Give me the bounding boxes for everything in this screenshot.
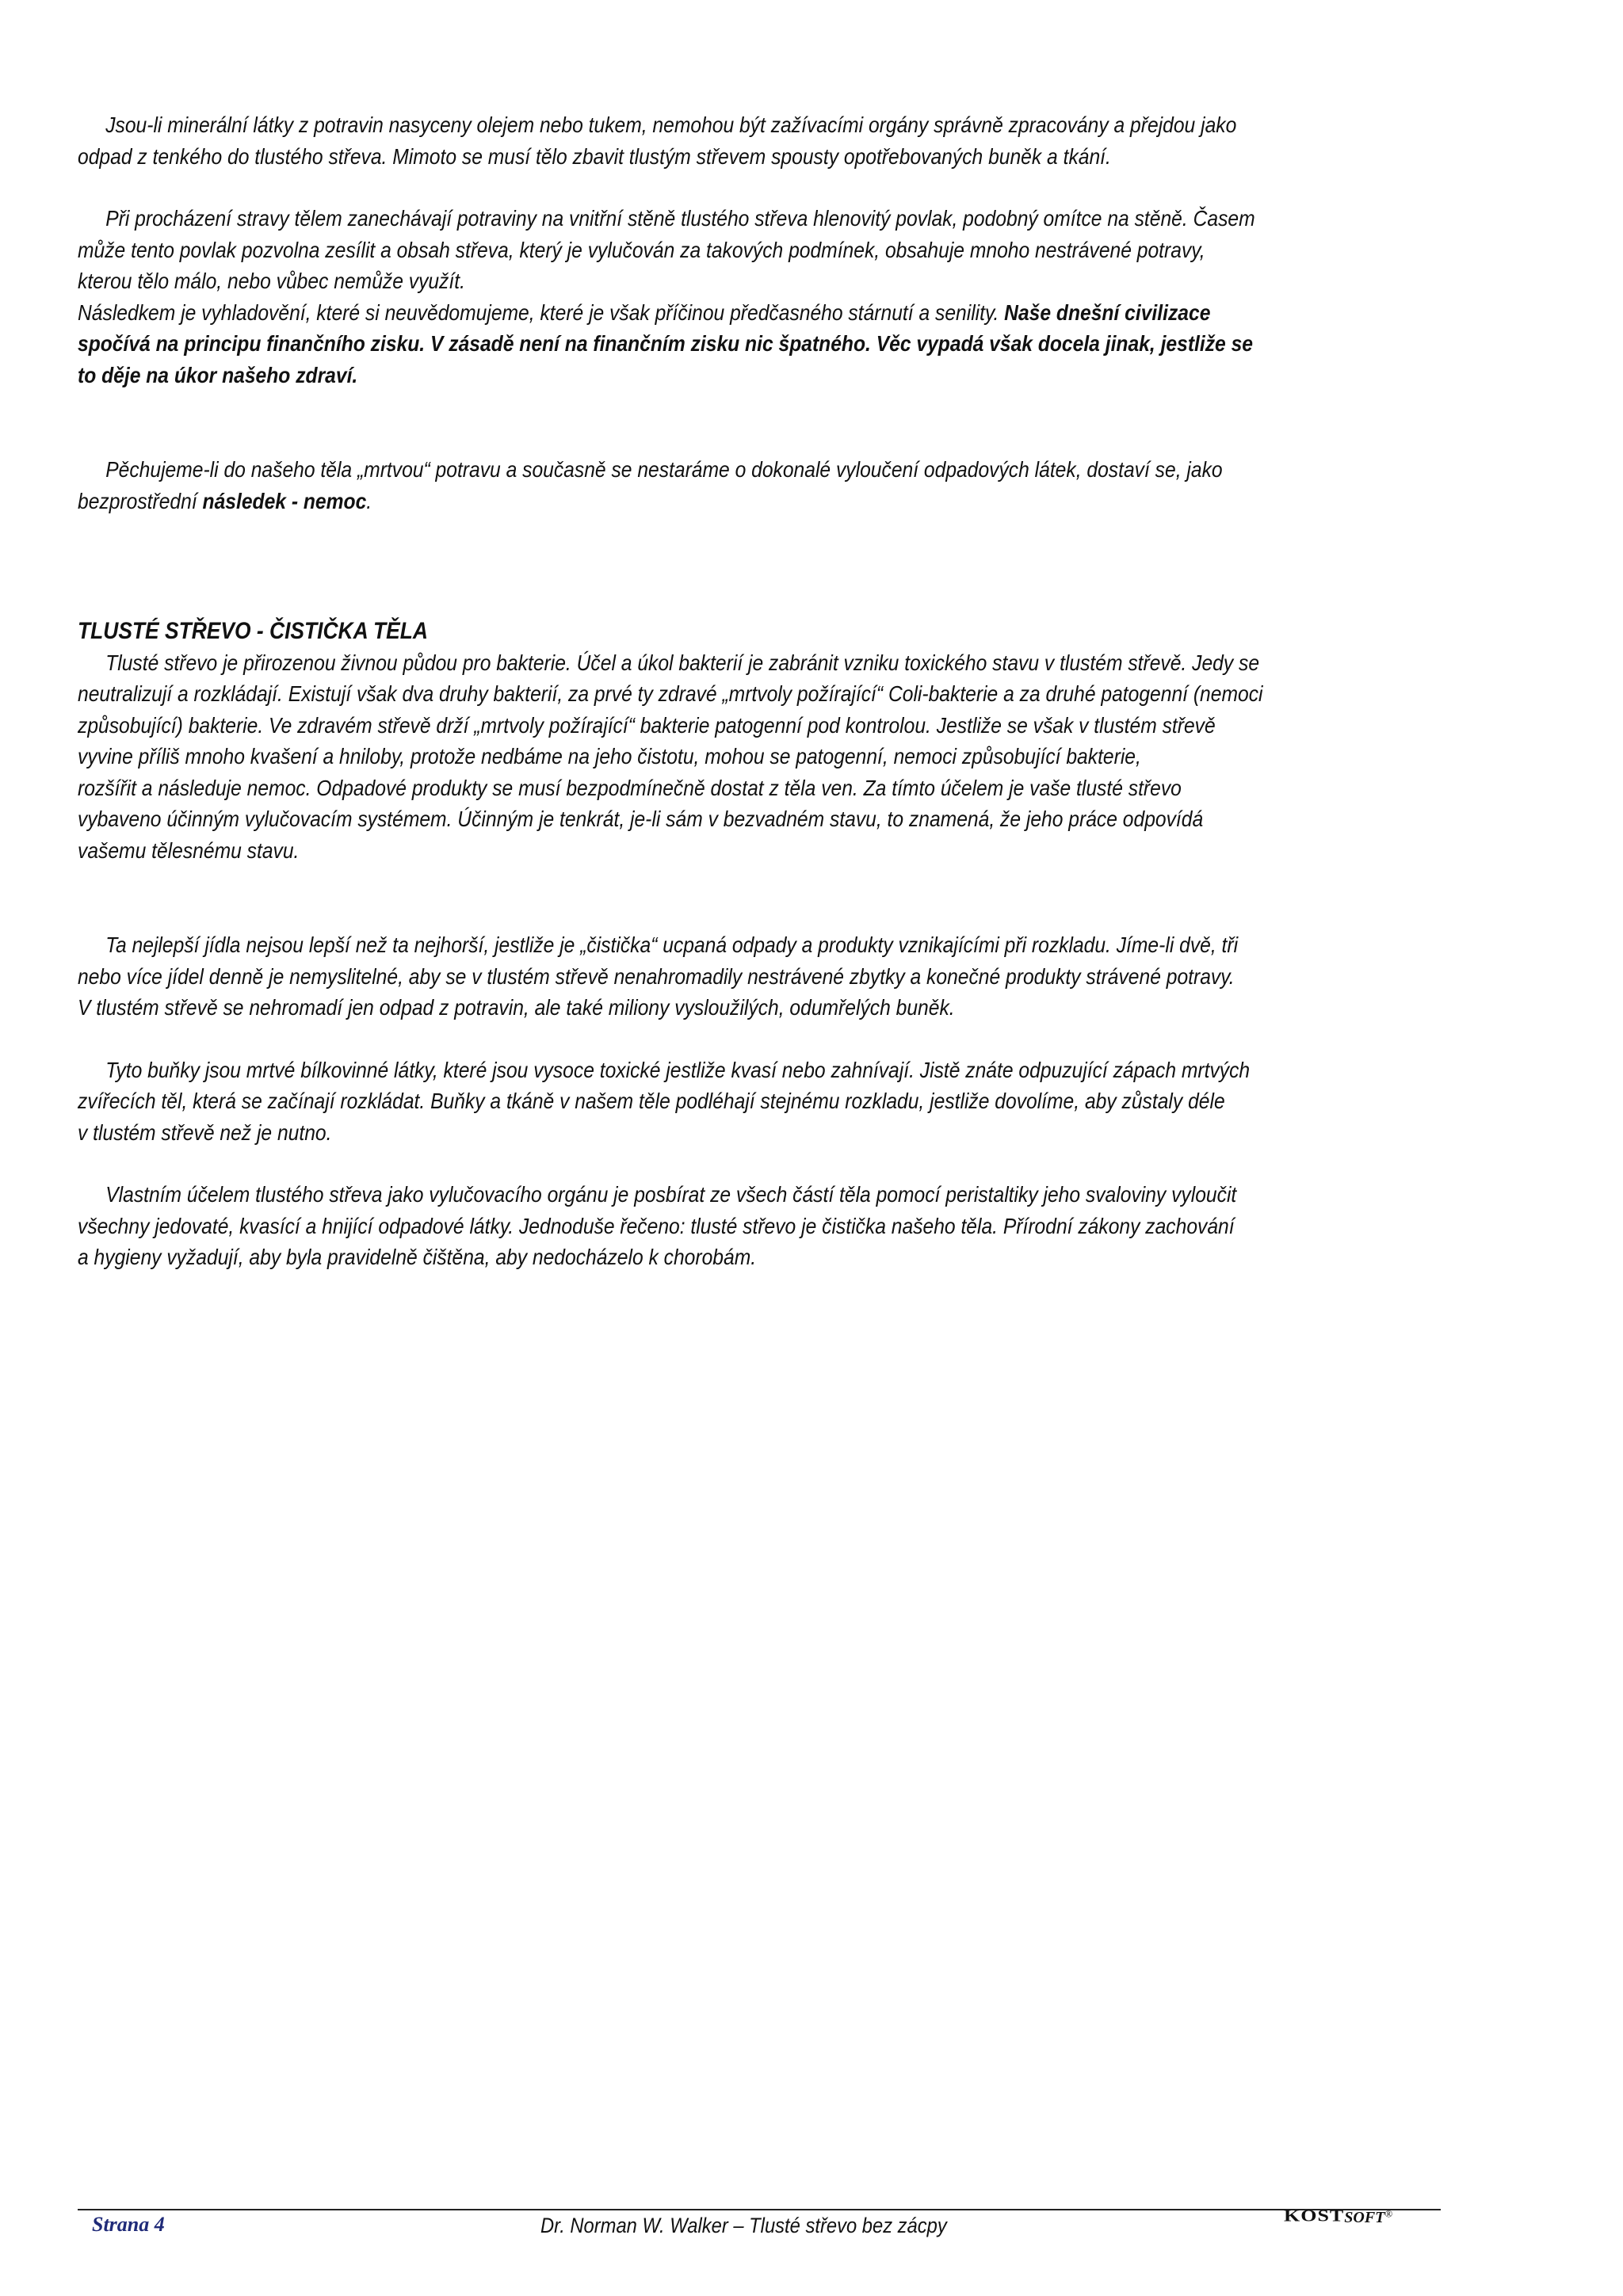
paragraph-2-continuation: Následkem je vyhladovění, které si neuvědomujeme, které je však příčinou předčasného stárnutí a senility.	[78, 299, 1005, 325]
section-line-1: Tlusté střevo je přirozenou živnou půdou pro bakterie. Účel a úkol bakterií je zabránit vzniku toxického stavu v tlustém střevě. Jedy se	[105, 650, 1260, 675]
section-line-6: vybaveno účinným vylučovacím systémem. Účinným je tenkrát, je-li sám v bezvadném stavu, to znamená, že jeho práce odpovídá	[78, 807, 1204, 831]
paragraph-3-bold: následek - nemoc	[202, 488, 367, 513]
section-line-2: neutralizují a rozkládají. Existují však dva druhy bakterií, za prvé ty zdravé „mrtvoly požírající“ Coli-bakterie a za druhé patogenní (nemoci	[78, 681, 1263, 706]
paragraph-1-line-2: odpad z tenkého do tlustého střeva. Mimoto se musí tělo zbavit tlustým střevem spousty opotřebovaných buněk a tkání.	[78, 143, 1111, 169]
paragraph-5-line-1: Ta nejlepší jídla nejsou lepší než ta nejhorší, jestliže je „čistička“ ucpaná odpady a produkty vznikajícími při rozkladu. Jíme-li dvě, tři	[105, 933, 1239, 957]
paragraph-2-bold-line-1: spočívá na principu finančního zisku. V zásadě není na finančním zisku nic špatného. Věc vypadá však docela jinak, jestliže se	[78, 331, 1254, 356]
paragraph-6-line-2: zvířecích těl, která se začínají rozkládat. Buňky a tkáně v našem těle podléhají stejnému rozkladu, jestliže dovolíme, aby zůstaly déle	[78, 1089, 1225, 1113]
paragraph-7-line-2: všechny jedovaté, kvasící a hnijící odpadové látky. Jednoduše řečeno: tlusté střevo je čistička našeho těla. Přírodní zákony zachování	[78, 1213, 1235, 1238]
page-number: Strana 4	[92, 2213, 165, 2236]
section-line-7: vašemu tělesnému stavu.	[78, 837, 300, 863]
paragraph-7-line-1: Vlastním účelem tlustého střeva jako vylučovacího orgánu je posbírat ze všech částí těla pomocí peristaltiky jeho svaloviny vyloučit	[105, 1182, 1237, 1207]
section-line-4: vyvine příliš mnoho kvašení a hniloby, protože nedbáme na jeho čistotu, mohou se patogenní, nemoci způsobující bakterie,	[78, 744, 1141, 769]
paragraph-2-bold-line-2: to děje na úkor našeho zdraví.	[78, 362, 358, 387]
section-line-3: způsobující) bakterie. Ve zdravém střevě drží „mrtvoly požírající“ bakterie patogenní pod kontrolou. Jestliže se však v tlustém střevě	[78, 712, 1216, 738]
paragraph-2-line-3: kterou tělo málo, nebo vůbec nemůže využít.	[78, 269, 465, 293]
paragraph-2-line-1: Při procházení stravy tělem zanechávají potraviny na vnitřní stěně tlustého střeva hlenovitý povlak, podobný omítce na stěně. Časem	[105, 206, 1255, 231]
kostsoft-logo	[1284, 2204, 1392, 2228]
section-line-5: rozšířit a následuje nemoc. Odpadové produkty se musí bezpodmínečně dostat z těla ven. Za tímto účelem je vaše tlusté střevo	[78, 775, 1182, 800]
paragraph-5-line-2: nebo více jídel denně je nemyslitelné, aby se v tlustém střevě nenahromadily nestrávené zbytky a konečné produkty strávené potravy.	[78, 963, 1235, 989]
paragraph-5-line-3: V tlustém střevě se nehromadí jen odpad z potravin, ale také miliony vysloužilých, odumřelých buněk.	[78, 995, 955, 1020]
document-body	[78, 109, 1291, 1273]
paragraph-3-line-2	[78, 486, 1291, 517]
paragraph-3-line-1: Pěchujeme-li do našeho těla „mrtvou“ potravu a současně se nestaráme o dokonalé vyloučení odpadových látek, dostaví se, jako	[105, 457, 1223, 482]
paragraph-3-end: .	[366, 488, 372, 513]
paragraph-6-line-3: v tlustém střevě než je nutno.	[78, 1119, 332, 1145]
paragraph-2-line-4	[78, 297, 1291, 329]
section-heading: TLUSTÉ STŘEVO - ČISTIČKA TĚLA	[78, 618, 428, 644]
footer-divider	[78, 2209, 1441, 2210]
paragraph-7-line-3: a hygieny vyžadují, aby byla pravidelně čištěna, aby nedocházelo k chorobám.	[78, 1245, 757, 1269]
logo-kost-text: KOST	[1284, 2206, 1345, 2225]
paragraph-1-line-1: Jsou-li minerální látky z potravin nasyceny olejem nebo tukem, nemohou být zažívacími orgány správně zpracovány a přejdou jako	[105, 113, 1237, 137]
paragraph-6-line-1: Tyto buňky jsou mrtvé bílkovinné látky, které jsou vysoce toxické jestliže kvasí nebo zahnívají. Jistě znáte odpuzující zápach mrtvých	[105, 1057, 1251, 1082]
footer-title: Dr. Norman W. Walker – Tlusté střevo bez zácpy	[540, 2214, 947, 2237]
logo-soft-text: SOFT	[1344, 2209, 1385, 2226]
paragraph-3-text: bezprostřední	[78, 488, 203, 513]
paragraph-2-bold-start: Naše dnešní civilizace	[1004, 299, 1211, 325]
registered-mark: ®	[1384, 2207, 1393, 2220]
paragraph-2-line-2: může tento povlak pozvolna zesílit a obsah střeva, který je vylučován za takových podmínek, obsahuje mnoho nestrávené potravy,	[78, 237, 1205, 262]
